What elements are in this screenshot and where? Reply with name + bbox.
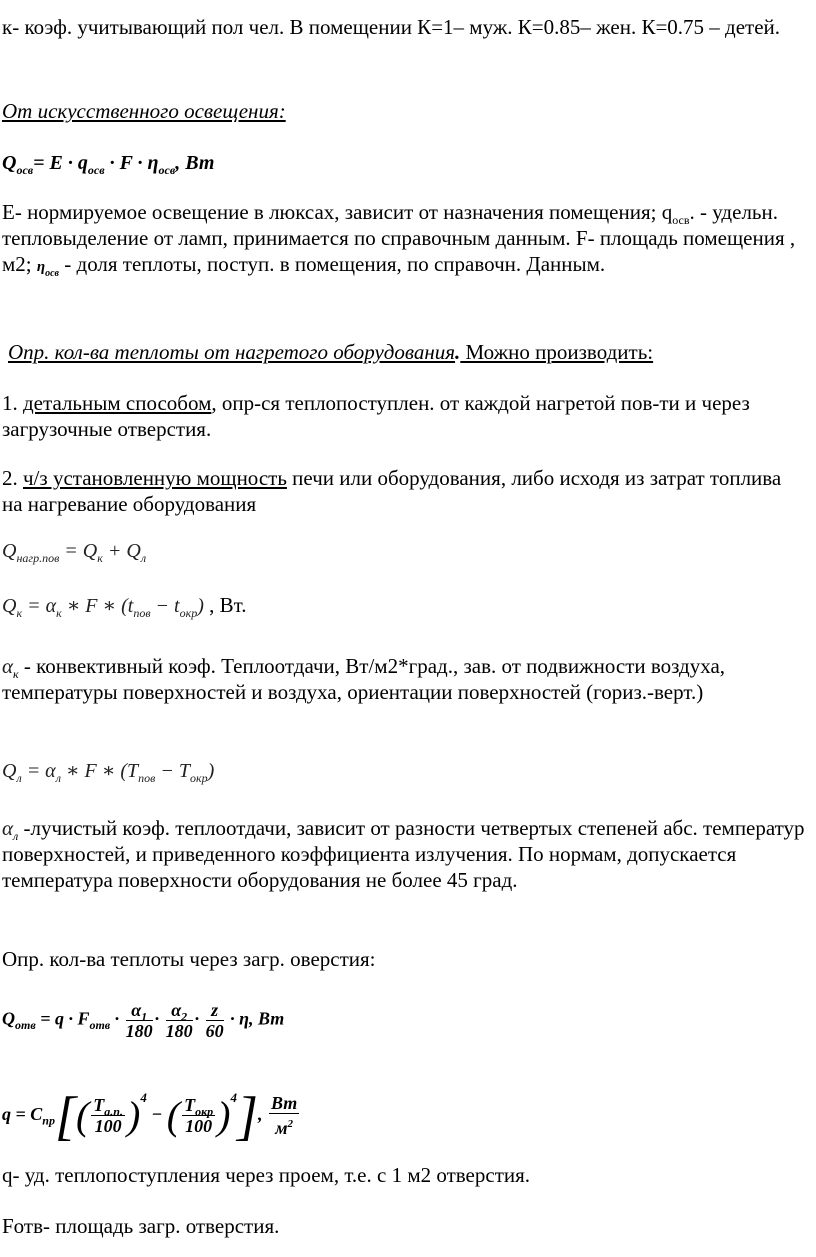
paragraph-gender-coefficient: к- коэф. учитывающий пол чел. В помещении К=1– муж. К=0.85– жен. К=0.75 – детей. (2, 15, 781, 39)
paragraph-radiant-coefficient: $\alpha_л$ -лучистый коэф. теплоотдачи, зависит от разности четвертых степеней абс. температур поверхностей, и приведенного коэффициента излучения. По нормам, допускается температура поверхности оборудования не более 45 град. (2, 816, 805, 892)
paragraph-opening-area-definition: Fотв- площадь загр. отверстия. (2, 1214, 280, 1238)
fraction-temp-ambient: $\frac{T_{окр}}{100}$ (184, 1095, 214, 1137)
paragraph-convective-coefficient: $\alpha_к$ - конвективный коэф. Теплоотдачи, Вт/м2*град., зав. от подвижности воздуха, температуры поверхностей и воздуха, ориентации поверхностей (гориз.-верт.) (2, 654, 726, 704)
paragraph-lighting-definitions: Е- нормируемое освещение в люксах, зависит от назначения помещения; $q_{осв}$. - удельн. тепловыделение от ламп, принимается по справочным данным. F- площадь помещения , м2; $\eta_{осв}$ - доля теплоты, поступ. в помещения, по справочн. Данным. (2, 200, 796, 280)
list-item-detailed-method: 1. детальным способом, опр-ся теплопоступлен. от каждой нагретой пов-ти и через загрузочные отверстия. (2, 391, 750, 441)
paragraph-loading-openings: Опр. кол-ва теплоты через загр. оверстия: (2, 947, 376, 971)
fraction-time: $\frac{z}{60}$ (205, 1000, 224, 1041)
paragraph-specific-heat-definition: q- уд. теплопоступления через проем, т.е. с 1 м2 отверстия. (2, 1163, 531, 1187)
fraction-alpha1: $\frac{\alpha_1}{180}$ (125, 1000, 153, 1041)
formula-lighting-heat: $Q_{осв}= E \cdot q_{осв} \cdot F \cdot \eta_{осв}$, Вт (2, 152, 215, 177)
formula-convective-heat: $Q_к = \alpha_к$ ∗ F ∗ $(t_{пов} - t_{окр})$ , Вт. (2, 593, 247, 620)
list-item-installed-power: 2. ч/з установленную мощность печи или оборудования, либо исходя из затрат топлива на нагревание оборудования (2, 466, 782, 516)
heading-heated-equipment: Опр. кол-ва теплоты от нагретого оборудования. Можно производить: (8, 340, 654, 364)
formula-specific-heat-flux: $q = C_{пр}$[( $\frac{T_{а.п.}}{100}$ )$^4$ − ( $\frac{T_{окр}}{100}$ )$^4$], $\frac{Вт}{м^2}$ (2, 1085, 298, 1146)
heading-artificial-lighting: От искусственного освещения: (2, 99, 286, 123)
fraction-unit: $\frac{Вт}{м^2}$ (271, 1093, 298, 1139)
formula-heated-surface-total: $Q_{нагр.пов} = Q_к + Q_л$ (2, 540, 147, 565)
fraction-alpha2: $\frac{\alpha_2}{180}$ (165, 1000, 193, 1041)
formula-opening-heat: $Q_{отв} = q \cdot F_{отв}$ · $\frac{\alpha_1}{180}$ · $\frac{\alpha_2}{180}$ · $\frac{z}{60}$ · η, Вт (2, 1000, 285, 1041)
formula-radiant-heat: $Q_л = \alpha_л$ ∗ F ∗ $(T_{пов} - T_{окр})$ (2, 760, 215, 785)
fraction-temp-surface: $\frac{T_{а.п.}}{100}$ (93, 1095, 123, 1137)
